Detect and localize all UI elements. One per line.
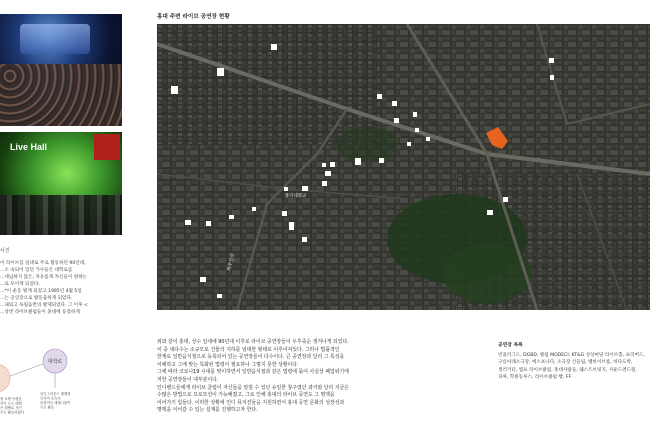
- venue-marker[interactable]: [302, 186, 308, 191]
- live-hall-photo: [0, 132, 122, 235]
- venue-marker[interactable]: [330, 162, 335, 167]
- satellite-map: [157, 24, 650, 310]
- venue-marker[interactable]: [271, 44, 277, 50]
- venue-marker[interactable]: [200, 277, 206, 282]
- left-text-line: ...세넘하지 않은, 자유롭게 자신들이 원하는: [0, 275, 88, 280]
- featured-venue-shape[interactable]: [486, 127, 508, 149]
- venue-marker[interactable]: [284, 187, 288, 191]
- venue-marker[interactable]: [549, 58, 554, 63]
- body-text: [157, 339, 457, 415]
- photo-caption: 사진: [0, 248, 10, 254]
- venue-list-line: 빈올러그드, DGBD, 클럽 MODECI, KT&G 상상마당 라이브홀, 프리버드,: [498, 353, 645, 358]
- venue-marker[interactable]: [413, 112, 417, 117]
- left-text-line: ...로 모이게 되었다.: [0, 282, 40, 287]
- diagram-left-line: 인디 도모 레벨: [0, 401, 22, 406]
- venue-list: [498, 352, 650, 382]
- venue-marker[interactable]: [322, 181, 327, 186]
- left-history-text: [0, 260, 120, 316]
- diagram-side-line: 문화적인 레벨그룹이: [40, 401, 71, 405]
- performers: [0, 195, 122, 235]
- diagram-side-line: 독자적 소속사: [40, 396, 61, 401]
- left-text-line: ...*이 운동 벌게 되었고 1995년 4월 5일: [0, 289, 82, 294]
- red-sign: [94, 134, 120, 160]
- venue-list-line: 생러거터, 엠프 라이브클럽, 홍대사람들, 웨스트브릿지, 사운드엔드원,: [498, 367, 637, 373]
- body-line: 인디밴드들에게 라이브 클럽이 자신들을 알릴 수 있던 유일한 창구였던 과거와 달리 지금은: [157, 384, 349, 391]
- venue-marker[interactable]: [185, 220, 191, 225]
- road-label: 와우산로: [226, 252, 237, 272]
- concert-photo: [0, 14, 122, 126]
- hongik-university-label: 홍익대학교: [285, 194, 307, 199]
- body-line: 수많은 방법으로 프로모션이 가능해졌고, 그로 인해 홍대의 라이브 공연도 그 명맥을: [157, 392, 335, 399]
- body-line: 명맥을 이어갈 수 있는 설계를 진행하고자 한다.: [157, 407, 258, 414]
- venue-marker[interactable]: [289, 222, 294, 230]
- body-line: 이 중 대다수는 소규모로 건물의 지하를 임대한 형태로 이루어져있다. 그러나 법률적인: [157, 346, 340, 353]
- body-line: 처한 공연장들이 대부분이다.: [157, 376, 219, 383]
- featured-venue[interactable]: [484, 127, 510, 149]
- body-line: 그에 따라 코로나19 시대를 맞이하면서 일반음식점과 같은 법령에 묶여 사실상 폐업위기에: [157, 369, 349, 376]
- venue-marker[interactable]: [503, 197, 508, 202]
- stage-lights: [20, 24, 90, 54]
- left-text-line: ...내퇴고 독립음반의 발제되었다. 그 이후 <: [0, 303, 88, 308]
- venue-list-line: 구름아래소극장, 에스프나다, 소극장 산들림, 벨바이브룸, 바다도박,: [498, 360, 633, 366]
- venue-marker[interactable]: [282, 211, 287, 216]
- venue-marker[interactable]: [394, 118, 399, 123]
- venue-marker[interactable]: [217, 68, 224, 76]
- live-hall-sign: Live Hall: [10, 142, 48, 152]
- venue-marker[interactable]: [377, 94, 382, 99]
- body-line: 이어가기 힘들다. 이러한 상황에 인디 뮤지션들을 지원하면서 홍대 공연 문화의 성장성과: [157, 399, 345, 406]
- left-text-line: ...는 공연장으로 발돋움하게 되었다.: [0, 296, 73, 301]
- venue-marker[interactable]: [217, 294, 222, 298]
- venue-marker[interactable]: [206, 221, 211, 226]
- venue-marker[interactable]: [379, 158, 384, 163]
- venue-marker[interactable]: [355, 158, 361, 165]
- diagram-side-line: 인디그라운드 레벨형: [40, 392, 71, 396]
- venue-marker[interactable]: [407, 142, 411, 146]
- crowd: [0, 64, 122, 126]
- map-title: 홍대 주변 라이브 공연장 현황: [157, 14, 230, 20]
- diagram-connector: [5, 362, 48, 378]
- venue-marker[interactable]: [322, 163, 326, 167]
- venue-marker[interactable]: [302, 237, 307, 242]
- diagram-left-node: [0, 364, 10, 392]
- body-line: 이해하고 그에 맞는 특화된 법령이 필요하나 그렇지 못한 상황이다.: [157, 361, 299, 368]
- venue-marker[interactable]: [229, 215, 234, 219]
- body-line: 한계로 일반음식점으로 등록되어 있는 공연장들이 다수이다. 큰 공연장과 달리 그 특성을: [157, 354, 345, 361]
- diagram-left-line: 은 레벨로 자신: [0, 406, 22, 410]
- venue-marker[interactable]: [325, 171, 331, 176]
- body-line: 위와 같이 홍대, 상수 일대에 90년대 이후로 라이브 공연장들이 우후죽순 생겨나게 되었다.: [157, 339, 349, 345]
- relationship-diagram: [0, 340, 150, 433]
- diagram-side-line: 주로 활동: [40, 405, 55, 410]
- diagram-center-label: 대학로: [47, 359, 63, 365]
- left-text-line: ...소 속되어 있던 가수들은 대학로를: [0, 268, 73, 273]
- left-text-line: 이 라이브를 일대로 주로 활동하던 90년대,: [0, 261, 86, 266]
- venue-marker[interactable]: [550, 75, 554, 80]
- venue-marker[interactable]: [426, 137, 430, 141]
- venue-marker[interactable]: [487, 210, 493, 215]
- venue-marker[interactable]: [392, 101, 397, 106]
- venue-list-title: 공연장 목록: [498, 343, 523, 348]
- venue-marker[interactable]: [171, 86, 178, 94]
- venue-marker[interactable]: [415, 128, 419, 132]
- venue-marker[interactable]: [252, 207, 256, 211]
- left-text-line: ...상면 라이브클럽들이 홍대에 등장하게: [0, 310, 80, 315]
- diagram-left-line: 주로 활동하였다.: [0, 410, 26, 415]
- venue-list-line: 피싸, 학원동루스, 라이브클럽 빵, FF: [498, 375, 572, 381]
- diagram-left-line: 원 모델 독립음: [0, 397, 22, 401]
